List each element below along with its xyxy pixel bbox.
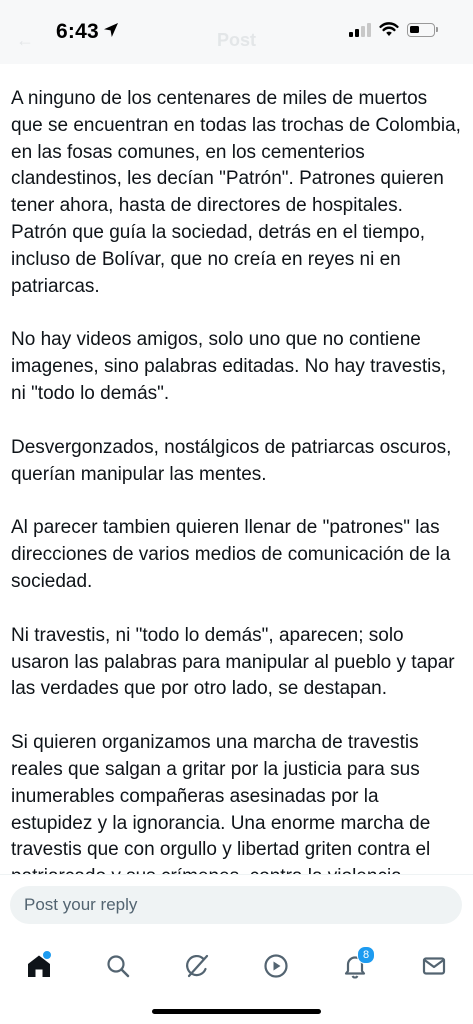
- status-icons: [349, 22, 435, 37]
- tab-messages[interactable]: [412, 944, 456, 988]
- tab-notifications[interactable]: [333, 944, 377, 988]
- cellular-signal-icon: [349, 23, 371, 37]
- tab-home[interactable]: [17, 944, 61, 988]
- notifications-badge: 8: [357, 946, 375, 964]
- post-paragraph: Si quieren organizamos una marcha de travestis reales que salgan a gritar por la justicia para sus inumerables compañeras asesinadas por la estupidez y la ignorancia. Una enorme marcha de travestis que con orgullo y libertad griten contra el: [11, 732, 431, 861]
- tab-search[interactable]: [96, 944, 140, 988]
- post-body: [11, 86, 463, 874]
- home-notification-dot: [42, 950, 52, 960]
- search-icon: [105, 953, 131, 979]
- home-indicator[interactable]: [152, 1009, 321, 1014]
- tab-video[interactable]: [254, 944, 298, 988]
- reply-bar: [0, 874, 473, 935]
- grok-icon: [184, 953, 210, 979]
- back-arrow-icon[interactable]: ←: [16, 30, 34, 50]
- play-icon: [263, 953, 289, 979]
- location-arrow-icon: [103, 22, 119, 38]
- page-title: Post: [216, 30, 256, 50]
- post-paragraph: Al parecer tambien quieren llenar de "patrones" las direcciones de varios medios de comunicación de la sociedad.: [11, 517, 451, 592]
- reply-input[interactable]: Post your reply: [10, 886, 462, 924]
- post-paragraph: A ninguno de los centenares de miles de muertos que se encuentran en todas las trochas de Colombia, en las fosas comunes, en los cementerios clandestinos, les decían "Patrón". Patrones quieren tener ahora, hasta de directores de hospitales. Patrón que guía la sociedad, detrás en el tiempo, incluso de Bolívar, que no creía en reyes ni en patriarcas.: [11, 88, 461, 297]
- post-paragraph: No hay videos amigos, solo uno que no contiene imagenes, sino palabras editadas. No hay travestis, ni "todo lo demás".: [11, 329, 447, 404]
- tab-grok[interactable]: [175, 944, 219, 988]
- battery-icon: [407, 23, 435, 37]
- status-bar: [0, 0, 473, 64]
- mail-icon: [421, 953, 447, 979]
- post-paragraph: Ni travestis, ni "todo lo demás", aparecen; solo usaron las palabras para manipular al pueblo y tapar las verdades que por otro lado, se destapan.: [11, 624, 455, 700]
- wifi-icon: [379, 22, 399, 37]
- post-paragraph: Desvergonzados, nostálgicos de patriarcas oscuros, querían manipular las mentes.: [11, 436, 452, 485]
- tab-bar: [0, 934, 473, 1024]
- status-time: 6:43: [56, 20, 99, 43]
